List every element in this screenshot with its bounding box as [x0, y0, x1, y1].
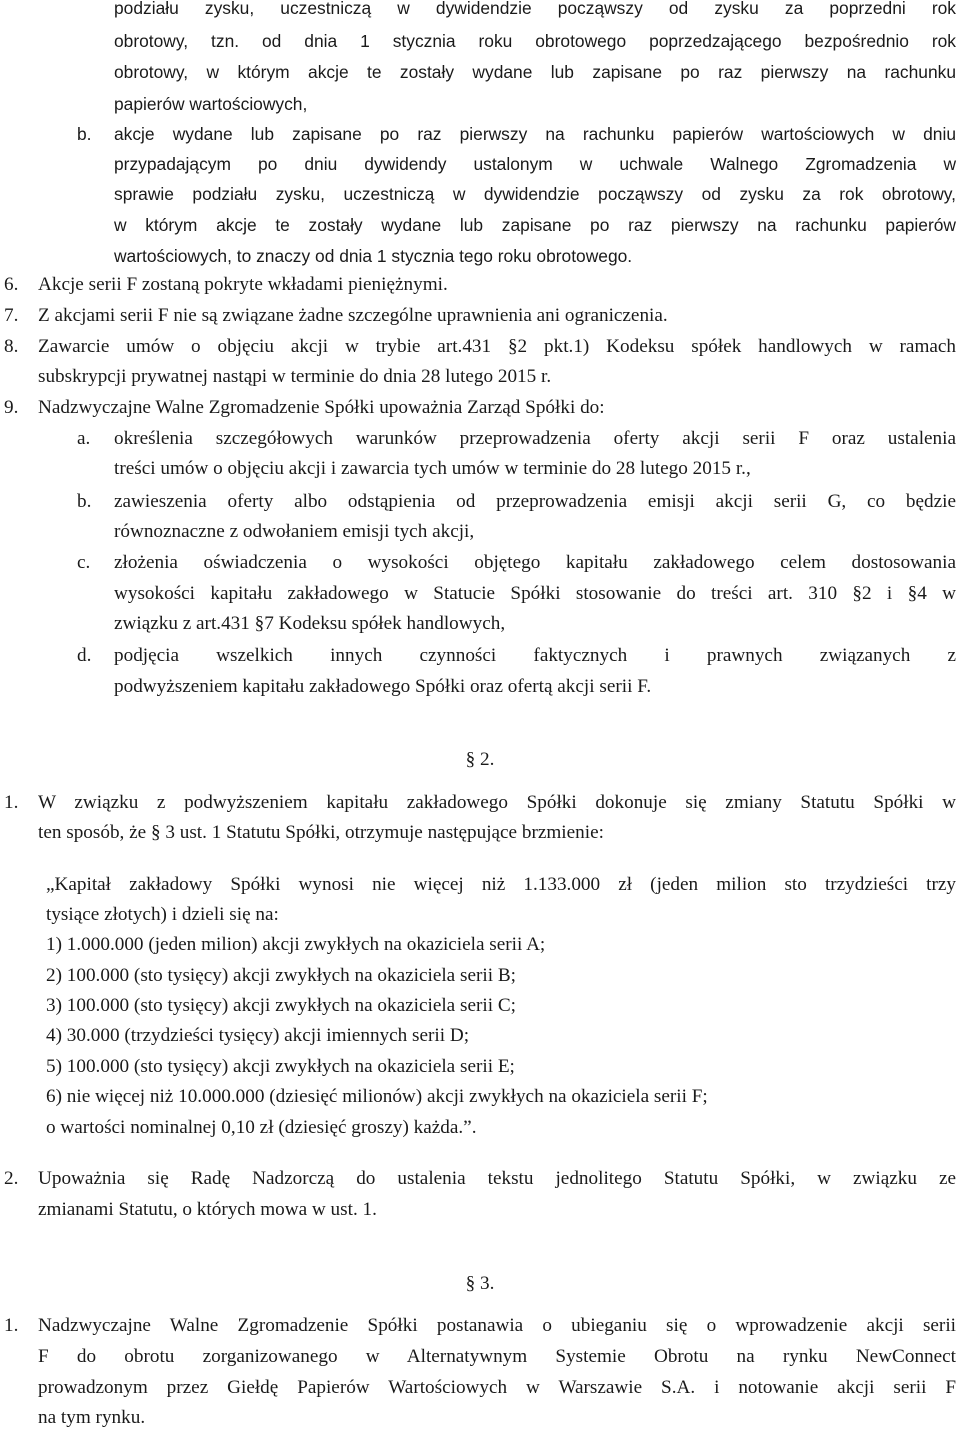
item-b-line: wartościowych, to znaczy od dnia 1 stycznia tego roku obrotowego. — [114, 246, 633, 266]
sec2-p2-text: zmianami Statutu, o których mowa w ust. 1. — [38, 1199, 377, 1220]
sub-d-text: podjęcia wszelkich innych czynności faktycznych i prawnych związanych z — [114, 645, 956, 666]
sec3-p1-text: prowadzonym przez Giełdę Papierów Wartościowych w Warszawie S.A. i notowanie akcji serii F — [38, 1377, 956, 1398]
item-b-marker: b. — [77, 124, 92, 144]
section-3-heading: § 3. — [465, 1273, 495, 1294]
point-7-marker: 7. — [4, 305, 19, 326]
item-b-line: akcje wydane lub zapisane po raz pierwszy na rachunku papierów wartościowych w dniu — [114, 124, 956, 144]
sec2-p1-text: W związku z podwyższeniem kapitału zakładowego Spółki dokonuje się zmiany Statutu Spółki w — [38, 792, 956, 813]
item-b-line: w którym akcje te zostały wydane lub zapisane po raz pierwszy na rachunku papierów — [114, 215, 956, 235]
sub-c-text: złożenia oświadczenia o wysokości objętego kapitału zakładowego celem dostosowania — [114, 552, 956, 573]
sub-d-marker: d. — [77, 645, 92, 666]
statute-quote-line: 3) 100.000 (sto tysięcy) akcji zwykłych na okaziciela serii C; — [46, 995, 516, 1016]
point-7-text: Z akcjami serii F nie są związane żadne szczególne uprawnienia ani ograniczenia. — [38, 305, 668, 326]
statute-quote-line: 5) 100.000 (sto tysięcy) akcji zwykłych na okaziciela serii E; — [46, 1056, 515, 1077]
sub-c-marker: c. — [77, 552, 91, 573]
point-6-marker: 6. — [4, 274, 19, 295]
sub-b-marker: b. — [77, 491, 92, 512]
section-2-heading: § 2. — [465, 749, 495, 770]
sub-b-text: równoznaczne z odwołaniem emisji tych akcji, — [114, 521, 475, 542]
sub-d-text: podwyższeniem kapitału zakładowego Spółki oraz ofertą akcji serii F. — [114, 676, 652, 697]
statute-quote-line: 2) 100.000 (sto tysięcy) akcji zwykłych na okaziciela serii B; — [46, 965, 516, 986]
sec3-p1-text: Nadzwyczajne Walne Zgromadzenie Spółki postanawia o ubieganiu się o wprowadzenie akcji serii — [38, 1315, 956, 1336]
sec3-p1-text: na tym rynku. — [38, 1407, 146, 1428]
intro-line: papierów wartościowych, — [114, 94, 308, 114]
sec3-p1-text: F do obrotu zorganizowanego w Alternatywnym Systemie Obrotu na rynku NewConnect — [38, 1346, 956, 1367]
statute-quote-line: o wartości nominalnej 0,10 zł (dziesięć groszy) każda.”. — [46, 1117, 477, 1138]
sub-a-text: określenia szczegółowych warunków przeprowadzenia oferty akcji serii F oraz ustalenia — [114, 428, 956, 449]
intro-line: podziału zysku, uczestniczą w dywidendzie począwszy od zysku za poprzedni rok — [114, 0, 956, 18]
statute-quote-line: 6) nie więcej niż 10.000.000 (dziesięć milionów) akcji zwykłych na okaziciela serii F; — [46, 1086, 708, 1107]
item-b-line: sprawie podziału zysku, uczestniczą w dywidendzie począwszy od zysku za rok obrotowy, — [114, 184, 956, 204]
point-8-marker: 8. — [4, 336, 19, 357]
item-b-line: przypadającym po dniu dywidendy ustalonym w uchwale Walnego Zgromadzenia w — [114, 154, 956, 174]
point-9-text: Nadzwyczajne Walne Zgromadzenie Spółki upoważnia Zarząd Spółki do: — [38, 397, 605, 418]
point-9-marker: 9. — [4, 397, 19, 418]
point-8-text: subskrypcji prywatnej nastąpi w terminie do dnia 28 lutego 2015 r. — [38, 366, 552, 387]
intro-line: obrotowy, w którym akcje te zostały wydane lub zapisane po raz pierwszy na rachunku — [114, 62, 956, 82]
sec2-p1-marker: 1. — [4, 792, 19, 813]
statute-quote-line: 1) 1.000.000 (jeden milion) akcji zwykłych na okaziciela serii A; — [46, 934, 546, 955]
statute-quote-line: „Kapitał zakładowy Spółki wynosi nie więcej niż 1.133.000 zł (jeden milion sto trzydzieści trzy — [46, 874, 956, 895]
statute-quote-line: 4) 30.000 (trzydzieści tysięcy) akcji imiennych serii D; — [46, 1025, 470, 1046]
point-8-text: Zawarcie umów o objęciu akcji w trybie art.431 §2 pkt.1) Kodeksu spółek handlowych w ramach — [38, 336, 956, 357]
sub-a-marker: a. — [77, 428, 91, 449]
sub-a-text: treści umów o objęciu akcji i zawarcia tych umów w terminie do 28 lutego 2015 r., — [114, 458, 751, 479]
sub-c-text: związku z art.431 §7 Kodeksu spółek handlowych, — [114, 613, 506, 634]
sec2-p2-text: Upoważnia się Radę Nadzorczą do ustalenia tekstu jednolitego Statutu Spółki, w związku ze — [38, 1168, 956, 1189]
sec3-p1-marker: 1. — [4, 1315, 19, 1336]
sub-c-text: wysokości kapitału zakładowego w Statucie Spółki stosowanie do treści art. 310 §2 i §4 w — [114, 583, 956, 604]
point-6-text: Akcje serii F zostaną pokryte wkładami pieniężnymi. — [38, 274, 448, 295]
sec2-p2-marker: 2. — [4, 1168, 19, 1189]
statute-quote-line: tysiące złotych) i dzieli się na: — [46, 904, 279, 925]
sec2-p1-text: ten sposób, że § 3 ust. 1 Statutu Spółki, otrzymuje następujące brzmienie: — [38, 822, 604, 843]
sub-b-text: zawieszenia oferty albo odstąpienia od przeprowadzenia emisji akcji serii G, co będzie — [114, 491, 956, 512]
intro-line: obrotowy, tzn. od dnia 1 stycznia roku obrotowego poprzedzającego bezpośrednio rok — [114, 31, 956, 51]
